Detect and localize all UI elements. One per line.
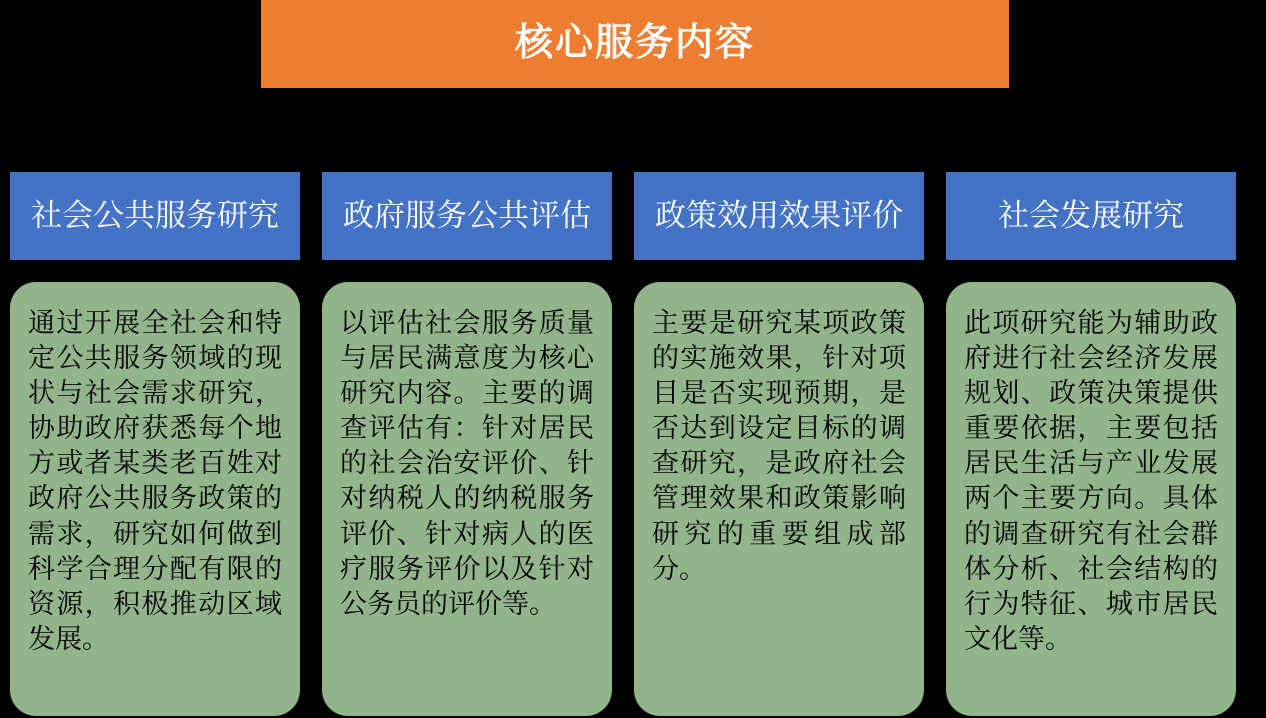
column-header: [634, 172, 924, 260]
title-banner: [261, 0, 1009, 88]
column-body-text: 通过开展全社会和特定公共服务领域的现状与社会需求研究，协助政府获悉每个地方或者某类老百姓对政府公共服务政策的需求，研究如何做到科学合理分配有限的资源，积极推动区域发展。: [28, 308, 282, 654]
column-policy-effect-evaluation: [634, 172, 924, 716]
column-body-text: 以评估社会服务质量与居民满意度为核心研究内容。主要的调查评估有：针对居民的社会治安评价、针对纳税人的纳税服务评价、针对病人的医疗服务评价以及针对公务员的评价等。: [340, 308, 594, 619]
column-header-label: 政府服务公共评估: [343, 198, 591, 234]
columns-container: [10, 172, 1256, 716]
column-social-development-research: [946, 172, 1236, 716]
column-body: [322, 282, 612, 716]
column-header: [322, 172, 612, 260]
column-header-label: 政策效用效果评价: [655, 198, 903, 234]
column-header-label: 社会公共服务研究: [31, 198, 279, 234]
column-body: [10, 282, 300, 716]
column-social-public-service-research: [10, 172, 300, 716]
column-header: [946, 172, 1236, 260]
column-body: [634, 282, 924, 716]
column-body-text: 主要是研究某项政策的实施效果，针对项目是否实现预期，是否达到设定目标的调查研究，是政府社会管理效果和政策影响研究的重要组成部分。: [652, 308, 906, 584]
column-header-label: 社会发展研究: [998, 198, 1184, 234]
column-government-service-public-evaluation: [322, 172, 612, 716]
column-body: [946, 282, 1236, 716]
page-title: 核心服务内容: [514, 22, 755, 65]
column-header: [10, 172, 300, 260]
column-body-text: 此项研究能为辅助政府进行社会经济发展规划、政策决策提供重要依据，主要包括居民生活与产业发展两个主要方向。具体的调查研究有社会群体分析、社会结构的行为特征、城市居民文化等。: [964, 308, 1218, 654]
